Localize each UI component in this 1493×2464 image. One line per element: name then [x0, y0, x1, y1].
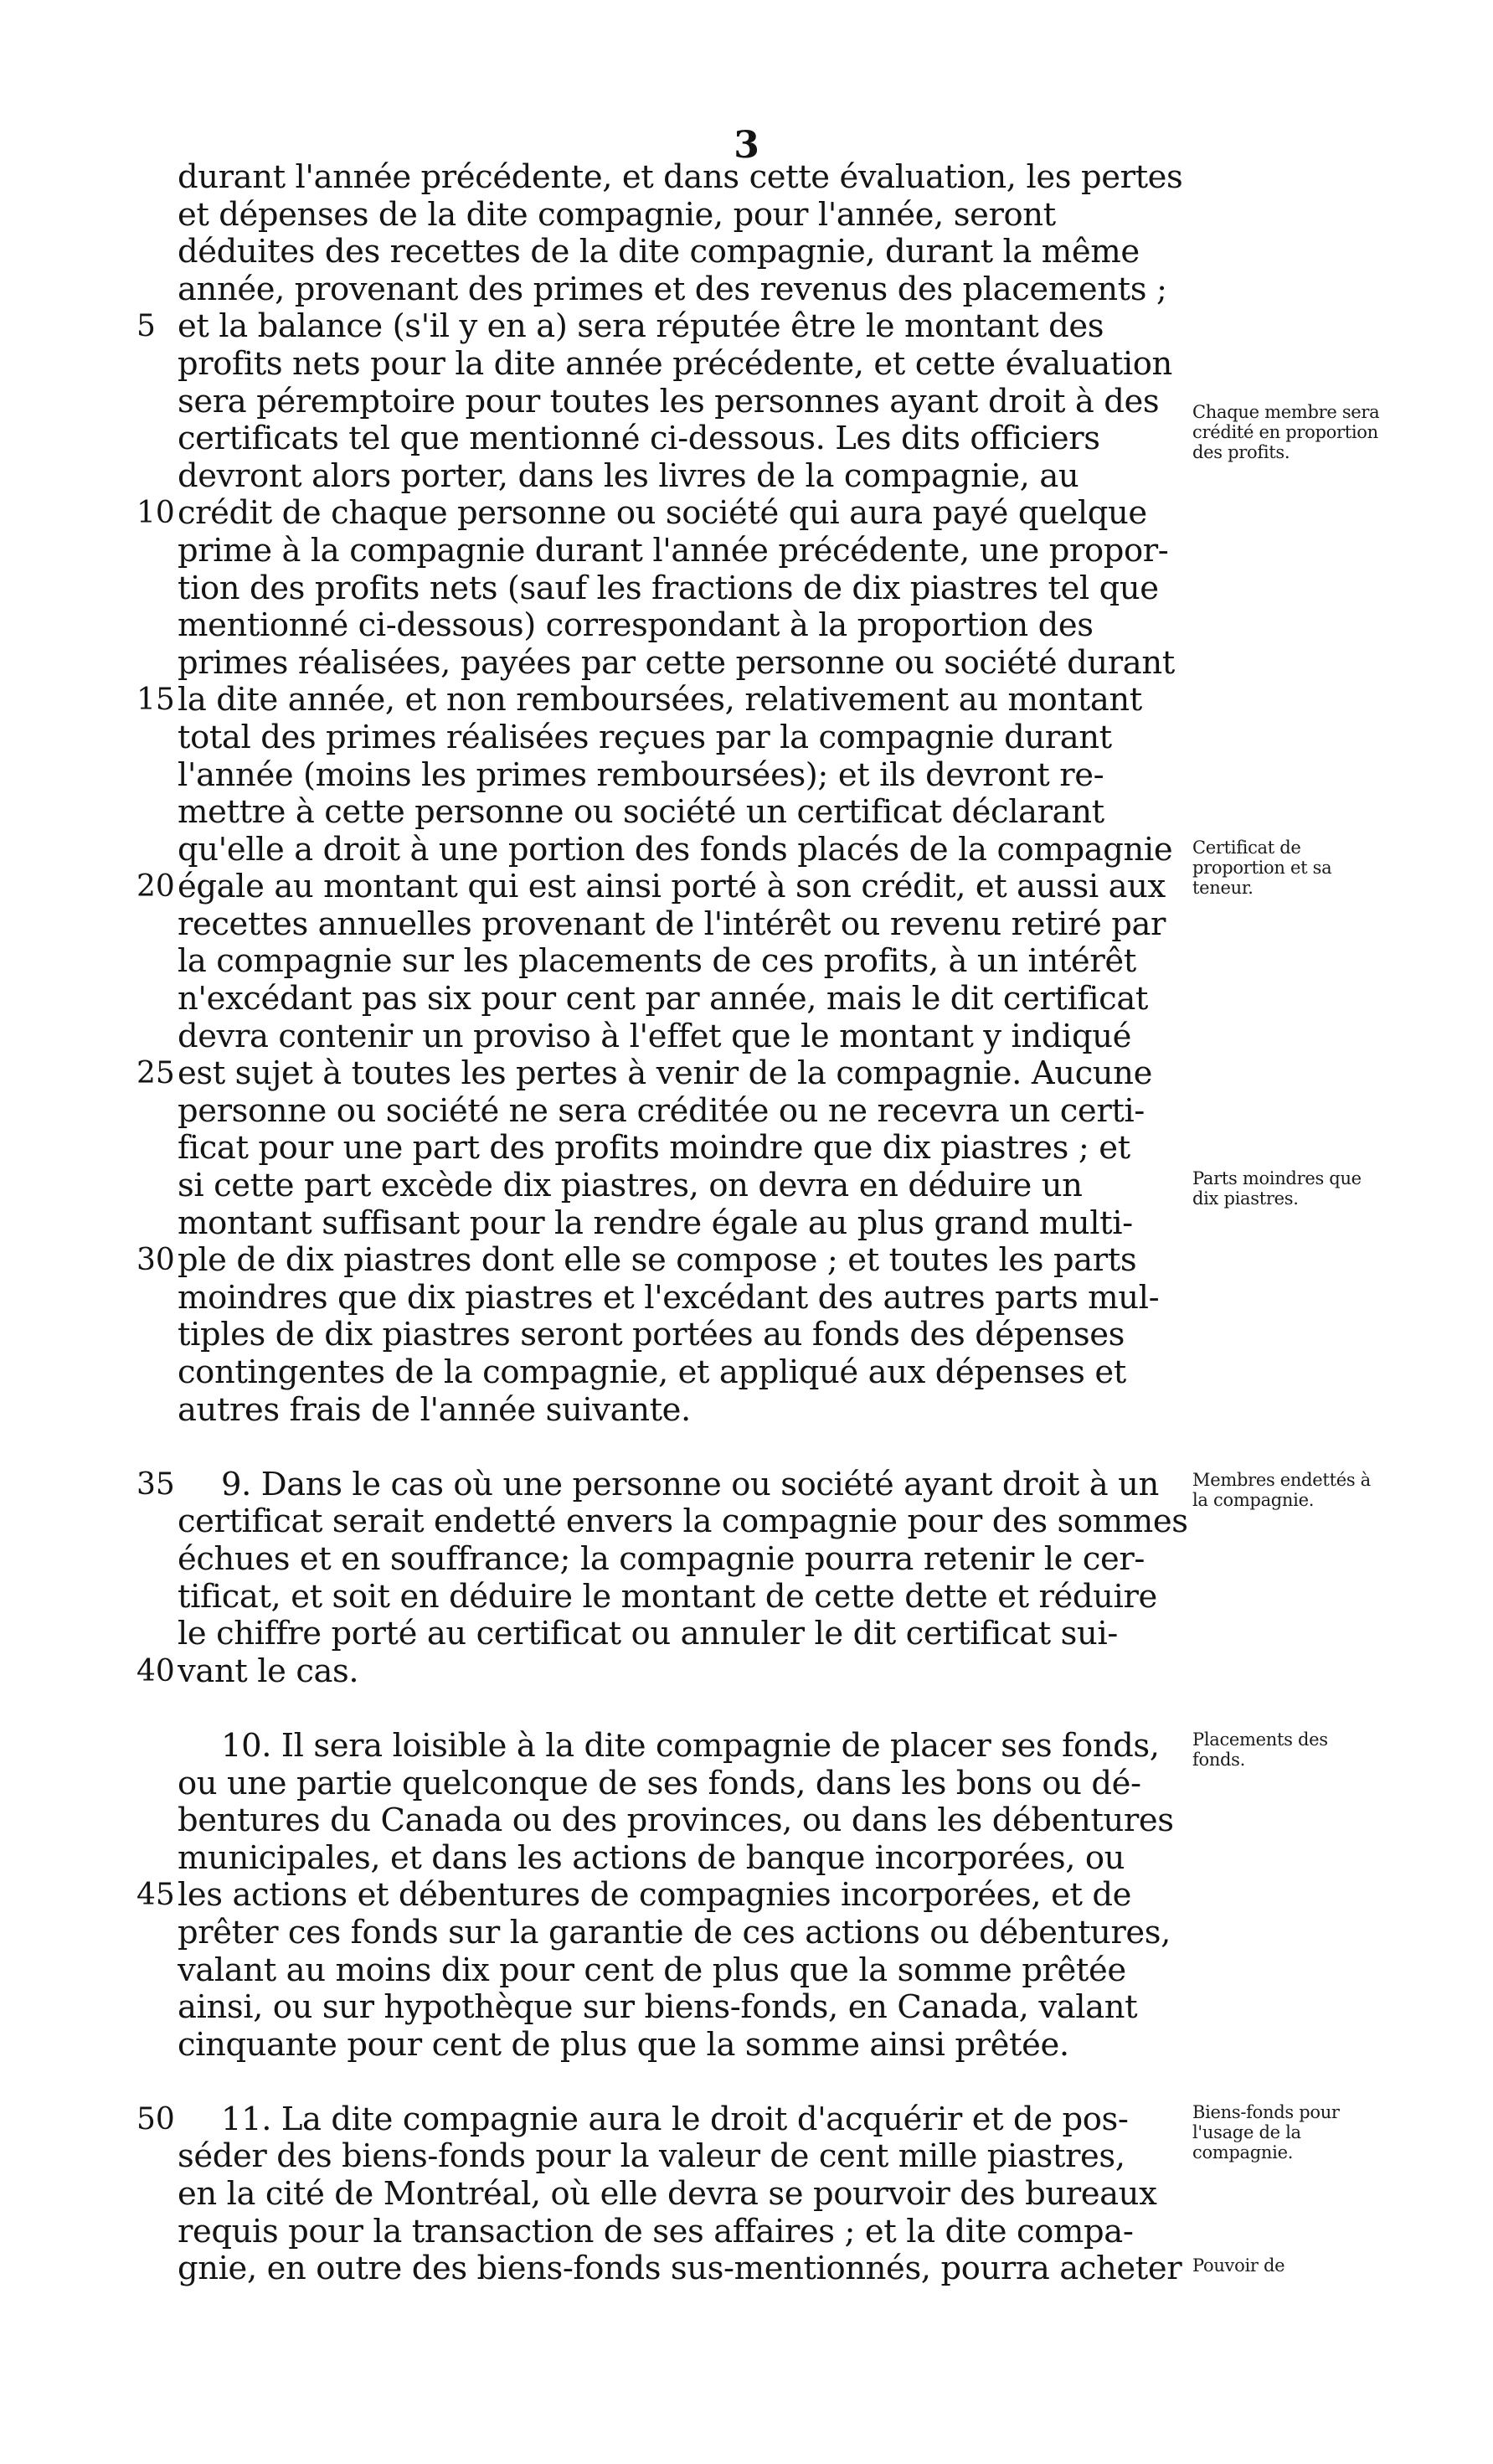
text-line: en la cité de Montréal, où elle devra se pourvoir des bureaux: [178, 2176, 1157, 2214]
text-line: sera péremptoire pour toutes les personnes ayant droit à des: [178, 383, 1160, 420]
line-number: 30: [136, 1243, 175, 1277]
text-line: recettes annuelles provenant de l'intérêt ou revenu retiré par: [178, 905, 1166, 943]
text-line: bentures du Canada ou des provinces, ou dans les débentures: [178, 1802, 1174, 1840]
text-line: mettre à cette personne ou société un certificat déclarant: [178, 794, 1104, 832]
text-line: ple de dix piastres dont elle se compose ; et toutes les parts: [178, 1242, 1137, 1280]
text-line: requis pour la transaction de ses affaires ; et la dite compa-: [178, 2213, 1134, 2250]
line-number: 35: [136, 1467, 175, 1502]
text-line: déduites des recettes de la dite compagnie, durant la même: [178, 234, 1140, 271]
text-line: égale au montant qui est ainsi porté à son crédit, et aussi aux: [178, 869, 1166, 906]
text-line: primes réalisées, payées par cette personne ou société durant: [178, 644, 1175, 682]
blank-line: [178, 2064, 1191, 2101]
line-number: 10: [136, 496, 175, 530]
text-line: ou une partie quelconque de ses fonds, dans les bons ou dé-: [178, 1765, 1141, 1802]
text-line: montant suffisant pour la rendre égale au plus grand multi-: [178, 1204, 1133, 1242]
margin-note: Certificat de proportion et sa teneur.: [1192, 838, 1332, 898]
line-number: 15: [136, 683, 175, 717]
text-line: municipales, et dans les actions de banque incorporées, ou: [178, 1839, 1125, 1877]
text-line: les actions et débentures de compagnies incorporées, et de: [178, 1877, 1132, 1915]
text-line: la compagnie sur les placements de ces profits, à un intérêt: [178, 943, 1136, 981]
margin-note: Chaque membre sera crédité en proportion des profits.: [1192, 402, 1380, 462]
text-line: prime à la compagnie durant l'année précédente, une propor-: [178, 532, 1169, 570]
text-line: année, provenant des primes et des revenus des placements ;: [178, 271, 1167, 308]
text-line: qu'elle a droit à une portion des fonds placés de la compagnie: [178, 831, 1173, 869]
text-line: crédit de chaque personne ou société qui aura payé quelque: [178, 495, 1147, 533]
margin-note: Pouvoir de: [1192, 2255, 1285, 2276]
line-number: 5: [136, 309, 156, 343]
text-line: valant au moins dix pour cent de plus que la somme prêtée: [178, 1951, 1126, 1989]
text-line: la dite année, et non remboursées, relativement au montant: [178, 682, 1142, 719]
text-line: contingentes de la compagnie, et appliqué aux dépenses et: [178, 1354, 1126, 1391]
text-line: le chiffre porté au certificat ou annuler le dit certificat sui-: [178, 1616, 1118, 1653]
margin-note: Biens-fonds pour l'usage de la compagnie.: [1192, 2102, 1340, 2162]
line-number: 20: [136, 869, 175, 904]
line-number: 50: [136, 2102, 175, 2137]
page-number: 3: [734, 124, 759, 167]
text-line: 9. Dans le cas où une personne ou société ayant droit à un: [221, 1466, 1159, 1503]
text-line: et dépenses de la dite compagnie, pour l'année, seront: [178, 196, 1056, 234]
text-line: total des primes réalisées reçues par la compagnie durant: [178, 719, 1112, 756]
text-line: devra contenir un proviso à l'effet que le montant y indiqué: [178, 1018, 1131, 1055]
text-line: mentionné ci-dessous) correspondant à la proportion des: [178, 607, 1094, 645]
line-number: 40: [136, 1654, 175, 1688]
text-line: ainsi, ou sur hypothèque sur biens-fonds, en Canada, valant: [178, 1989, 1138, 2027]
text-line: vant le cas.: [178, 1652, 359, 1690]
text-line: n'excédant pas six pour cent par année, mais le dit certificat: [178, 981, 1148, 1018]
text-line: certificats tel que mentionné ci-dessous. Les dits officiers: [178, 420, 1100, 458]
body-text: [178, 159, 1191, 2288]
text-line: certificat serait endetté envers la compagnie pour des sommes: [178, 1503, 1188, 1541]
text-line: est sujet à toutes les pertes à venir de la compagnie. Aucune: [178, 1055, 1152, 1093]
blank-line: [178, 1429, 1191, 1467]
margin-note: Placements des fonds.: [1192, 1729, 1328, 1770]
line-number: 25: [136, 1056, 175, 1090]
text-line: tiples de dix piastres seront portées au fonds des dépenses: [178, 1317, 1125, 1354]
text-line: prêter ces fonds sur la garantie de ces actions ou débentures,: [178, 1914, 1171, 1951]
text-line: cinquante pour cent de plus que la somme ainsi prêtée.: [178, 2026, 1069, 2064]
text-line: personne ou société ne sera créditée ou ne recevra un certi-: [178, 1092, 1145, 1130]
text-line: tion des profits nets (sauf les fractions de dix piastres tel que: [178, 570, 1159, 607]
text-line: tificat, et soit en déduire le montant de cette dette et réduire: [178, 1578, 1157, 1616]
text-line: autres frais de l'année suivante.: [178, 1391, 691, 1429]
text-line: durant l'année précédente, et dans cette évaluation, les pertes: [178, 159, 1183, 196]
text-line: ficat pour une part des profits moindre que dix piastres ; et: [178, 1130, 1130, 1168]
text-line: l'année (moins les primes remboursées); et ils devront re-: [178, 756, 1104, 794]
line-number: 45: [136, 1878, 175, 1912]
text-line: 11. La dite compagnie aura le droit d'acquérir et de pos-: [221, 2101, 1129, 2138]
text-line: échues et en souffrance; la compagnie pourra retenir le cer-: [178, 1540, 1145, 1578]
text-line: 10. Il sera loisible à la dite compagnie de placer ses fonds,: [221, 1727, 1160, 1765]
text-line: devront alors porter, dans les livres de la compagnie, au: [178, 457, 1079, 495]
margin-note: Parts moindres que dix piastres.: [1192, 1168, 1362, 1209]
text-line: séder des biens-fonds pour la valeur de cent mille piastres,: [178, 2138, 1125, 2176]
text-line: si cette part excède dix piastres, on devra en déduire un: [178, 1168, 1083, 1205]
text-line: moindres que dix piastres et l'excédant des autres parts mul-: [178, 1279, 1160, 1317]
text-line: profits nets pour la dite année précédente, et cette évaluation: [178, 345, 1172, 383]
blank-line: [178, 1690, 1191, 1728]
text-line: et la balance (s'il y en a) sera réputée être le montant des: [178, 308, 1104, 346]
margin-note: Membres endettés à la compagnie.: [1192, 1470, 1371, 1510]
text-line: gnie, en outre des biens-fonds sus-mentionnés, pourra acheter: [178, 2250, 1182, 2288]
